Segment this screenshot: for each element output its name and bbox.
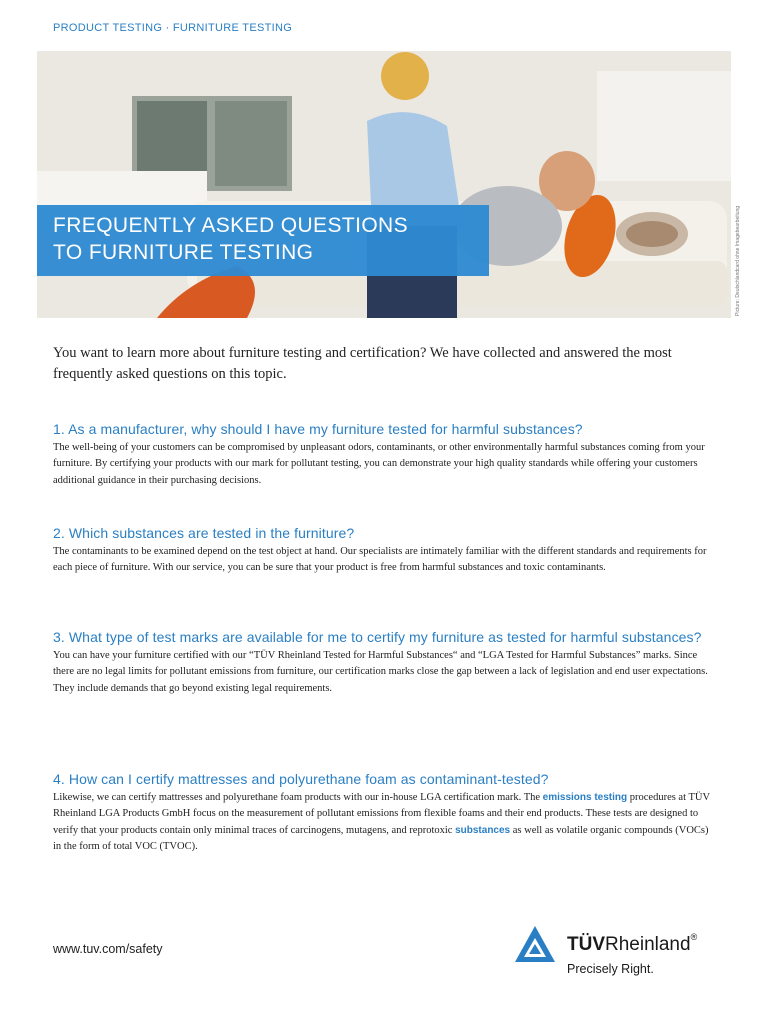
page-title	[53, 212, 408, 266]
faq-answer-1: The well-being of your customers can be compromised by unpleasant odors, contaminants, or other environmentally harmful substances coming from your furniture. By certifying your products with our mark for pollutant testing, you can demonstrate your high quality standards while offering your customers additional guidance in their purchasing decisions.	[53, 442, 705, 486]
faq-answer-2: The contaminants to be examined depend on the test object at hand. Our specialists are intimately familiar with the different standards and requirements for each piece of furniture. With our service, you can be sure that your product is free from harmful substances and toxic contaminants.	[53, 546, 707, 574]
faq-item-2	[53, 525, 718, 577]
substances-link[interactable]: substances	[455, 824, 511, 836]
hero-photo-illustration	[37, 51, 731, 318]
faq-answer-4-part-3: as well as volatile organic compounds (VOCs) in the form of total VOC (TVOC).	[53, 824, 709, 852]
hero-image	[37, 51, 731, 318]
image-credit: Picture: Deutschlandcard ohne Imagebearbeitung	[735, 205, 741, 316]
faq-item-1	[53, 421, 718, 489]
faq-item-3	[53, 629, 718, 697]
intro-paragraph: You want to learn more about furniture testing and certification? We have collected and answered the most frequently asked questions on this topic.	[53, 345, 672, 382]
faq-answer-4-part-1: Likewise, we can certify mattresses and polyurethane foam products with our in-house LGA certification mark. The	[53, 792, 541, 803]
faq-answer-3: You can have your furniture certified with our “TÜV Rheinland Tested for Harmful Substances“ and “LGA Tested for Harmful Substances” marks. Since there are no legal limits for pollutant emissions from furniture, our certification marks close the gap between a lack of legislation and end user expectations. They include demands that go beyond existing legal requirements.	[53, 650, 708, 694]
faq-question-4: 4. How can I certify mattresses and polyurethane foam as contaminant-tested?	[53, 771, 549, 787]
emissions-testing-link[interactable]: emissions testing	[542, 792, 628, 803]
faq-answer-4-part-2: procedures at TÜV Rheinland LGA Products GmbH focus on the measurement of pollutant emissions from flexible foams and their end products. These tests are designed to verify that your products contain only minimal traces of carcinogens, mutagens, and reprotoxic	[53, 792, 710, 836]
faq-answer-4	[53, 790, 718, 855]
faq-question-1: 1. As a manufacturer, why should I have my furniture tested for harmful substances?	[53, 421, 583, 437]
page-title-line-1: FREQUENTLY ASKED QUESTIONS	[53, 214, 409, 237]
breadcrumb: PRODUCT TESTING · FURNITURE TESTING	[53, 22, 293, 34]
page-title-line-2: TO FURNITURE TESTING	[53, 241, 314, 264]
faq-item-4	[53, 771, 718, 855]
faq-question-3: 3. What type of test marks are available for me to certify my furniture as tested for harmful substances?	[53, 629, 702, 645]
tuv-rheinland-logo	[513, 924, 733, 984]
faq-question-2: 2. Which substances are tested in the furniture?	[53, 525, 355, 541]
tuv-triangle-icon	[513, 924, 557, 964]
footer-url-link[interactable]: www.tuv.com/safety	[53, 942, 163, 956]
brand-tagline: Precisely Right.	[567, 962, 654, 976]
brand-name: TÜVRheinland®	[567, 932, 698, 955]
